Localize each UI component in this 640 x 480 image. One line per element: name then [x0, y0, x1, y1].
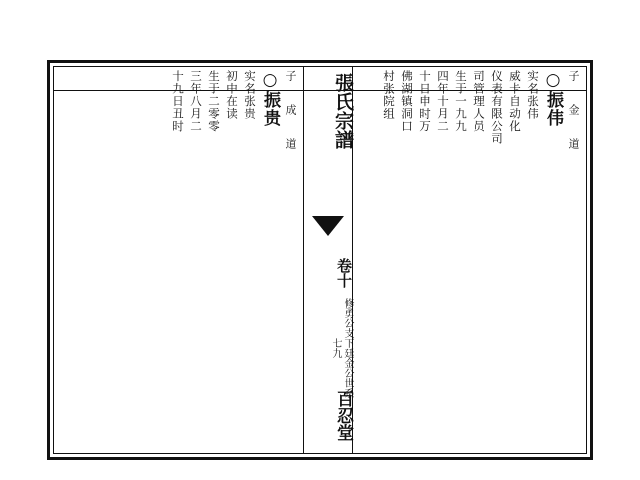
right-page-line-4: 司管理人员	[472, 70, 486, 133]
center-banner	[303, 66, 353, 454]
volume-subtitle: 修勇公支下廷金公世系 七九	[330, 298, 353, 398]
left-page-line-1: 实名张贵	[243, 70, 257, 120]
volume-label: 卷十	[335, 258, 353, 288]
left-page-line-3: 生于二零零	[207, 70, 221, 133]
right-page-line-3: 仪表有限公司	[490, 70, 504, 145]
left-page-panel	[54, 66, 303, 454]
left-page-line-2: 初中在读	[225, 70, 239, 120]
left-page-header: 子 成 道	[284, 70, 297, 154]
right-page-line-1: 实名张伟	[526, 70, 540, 120]
right-page-person-name: ○振伟	[543, 70, 563, 127]
left-page-line-4: 三年八月二	[189, 70, 203, 133]
right-page-line-8: 佛湖镇洞口	[400, 70, 414, 133]
book-title: 張氏宗譜	[332, 73, 354, 149]
right-page-line-2: 威卡自动化	[508, 70, 522, 133]
right-page-line-9: 村张院组	[382, 70, 396, 120]
right-page-panel	[352, 66, 586, 454]
right-page-header: 子 金 道	[567, 70, 580, 154]
right-page-line-6: 四年十月二	[436, 70, 450, 133]
left-page-line-5: 十九日丑时	[171, 70, 185, 133]
right-page-line-5: 生于一九九	[454, 70, 468, 133]
hall-name: 百忍堂	[333, 389, 353, 441]
fish-tail-ornament	[312, 216, 344, 236]
left-page-person-name: ○振贵	[260, 70, 280, 127]
right-page-line-7: 十日申时万	[418, 70, 432, 133]
